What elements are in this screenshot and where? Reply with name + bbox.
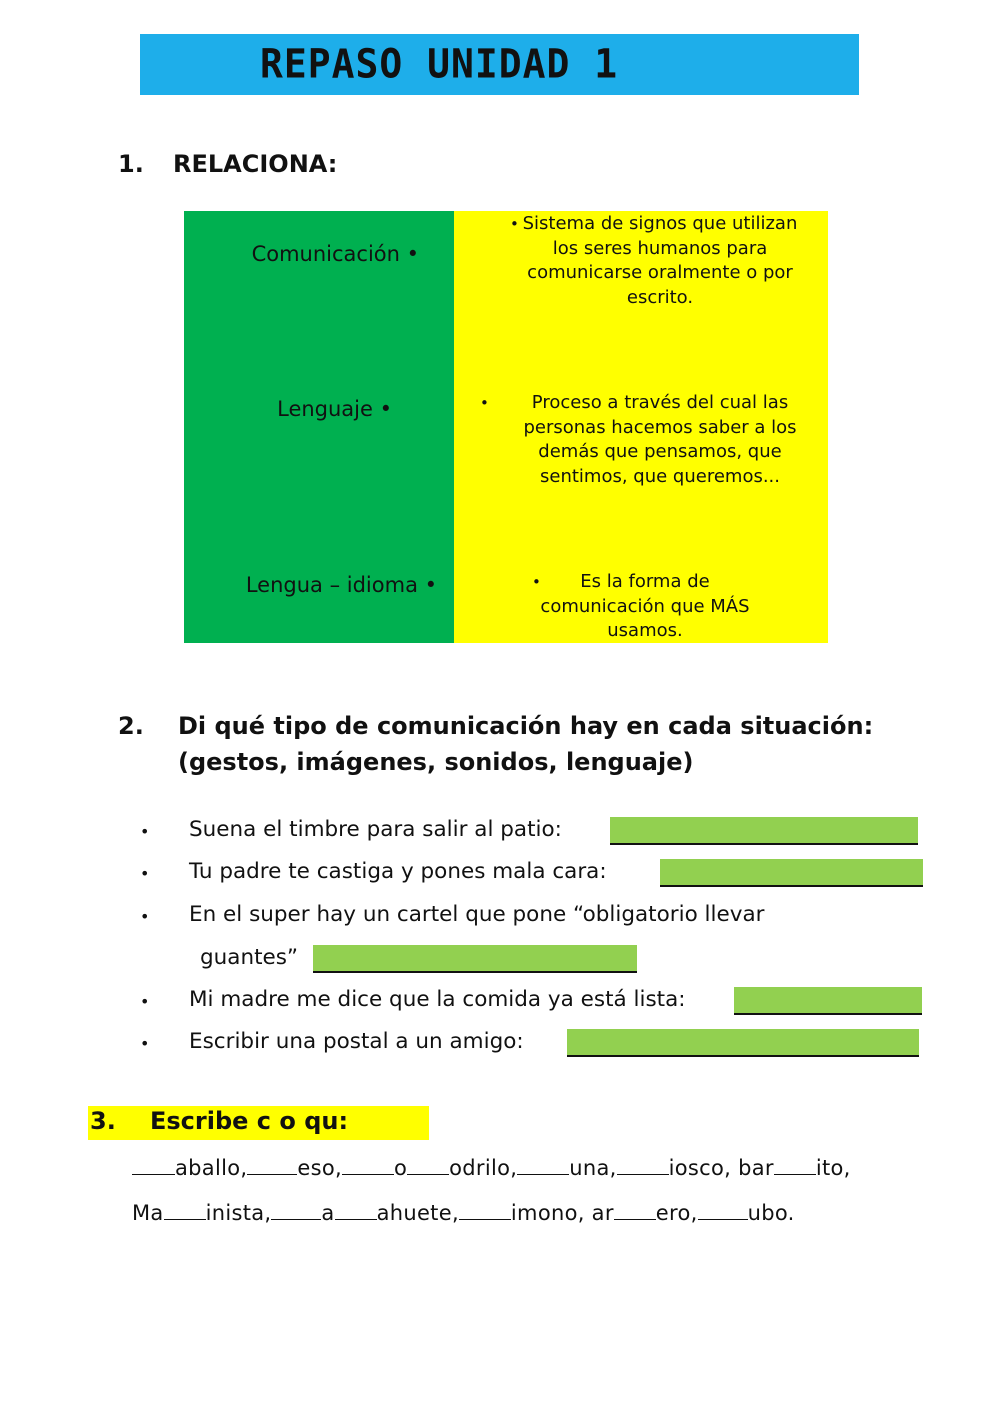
fragment: o (393, 1156, 408, 1180)
answer-field-3[interactable] (313, 945, 637, 973)
item-1-text: Suena el timbre para salir al patio: (189, 817, 562, 842)
blank[interactable] (342, 1156, 394, 1175)
item-3-text-cont: guantes” (200, 945, 299, 970)
answer-field-5[interactable] (567, 1029, 919, 1057)
section1-number: 1. (118, 150, 144, 178)
item-2-bullet: • (140, 864, 150, 883)
section3-number: 3. (90, 1107, 116, 1135)
blank[interactable] (271, 1201, 321, 1220)
section1-title: RELACIONA: (173, 150, 338, 178)
item-5-text: Escribir una postal a un amigo: (189, 1029, 524, 1054)
answer-field-1[interactable] (610, 817, 918, 845)
fragment: odrilo, (449, 1156, 518, 1180)
fragment: Ma (132, 1201, 164, 1225)
item-3-text: En el super hay un cartel que pone “obligatorio llevar (189, 902, 765, 927)
blank[interactable] (132, 1156, 175, 1175)
term-lenguaje[interactable]: Lenguaje • (277, 397, 392, 421)
term-lengua-idioma[interactable]: Lengua – idioma • (245, 573, 437, 597)
fill-line-2 (132, 1201, 795, 1225)
definition-2[interactable] (480, 391, 810, 489)
item-4-text: Mi madre me dice que la comida ya está lista: (189, 987, 686, 1012)
fragment: aballo, (175, 1156, 248, 1180)
blank[interactable] (617, 1156, 669, 1175)
definition-3-text: Es la forma de comunicación que MÁS usamos. (540, 571, 750, 641)
section1-heading (118, 150, 337, 178)
item-2-text: Tu padre te castiga y pones mala cara: (189, 859, 607, 884)
section2-number: 2. (118, 712, 144, 740)
definitions-column (454, 211, 828, 643)
blank[interactable] (164, 1201, 206, 1220)
fill-line-1 (132, 1156, 851, 1180)
fragment: eso, (297, 1156, 342, 1180)
title-bar (140, 34, 859, 95)
terms-column (184, 211, 454, 643)
section2-heading (118, 708, 938, 780)
definition-2-text: Proceso a través del cual las personas hacemos saber a los demás que pensamos, que sentimos, que queremos... (523, 392, 797, 487)
item-3-bullet: • (140, 907, 150, 926)
item-1-bullet: • (140, 822, 150, 841)
fragment: a (321, 1201, 335, 1225)
fragment: ero, (655, 1201, 698, 1225)
definition-1-text: Sistema de signos que utilizan los seres humanos para comunicarse oralmente o por escrito. (522, 213, 798, 308)
fragment: una, (569, 1156, 617, 1180)
blank[interactable] (407, 1156, 449, 1175)
item-5-bullet: • (140, 1034, 150, 1053)
fragment: inista, (205, 1201, 272, 1225)
definition-1-bullet: • (510, 215, 519, 233)
item-4-bullet: • (140, 992, 150, 1011)
term-comunicacion[interactable]: Comunicación • (251, 242, 419, 266)
blank[interactable] (247, 1156, 297, 1175)
answer-field-4[interactable] (734, 987, 922, 1015)
page-title: REPASO UNIDAD 1 (260, 40, 619, 88)
fragment: ito, (815, 1156, 851, 1180)
blank[interactable] (335, 1201, 377, 1220)
section3-title: Escribe c o qu: (150, 1107, 349, 1135)
blank[interactable] (517, 1156, 569, 1175)
answer-field-2[interactable] (660, 859, 923, 887)
definition-1[interactable] (510, 212, 810, 310)
definition-3-bullet: • (532, 573, 541, 591)
blank[interactable] (614, 1201, 656, 1220)
definition-2-bullet: • (480, 394, 489, 412)
blank[interactable] (459, 1201, 511, 1220)
definition-3[interactable] (520, 570, 770, 644)
blank[interactable] (774, 1156, 816, 1175)
fragment: iosco, bar (668, 1156, 774, 1180)
section2-title: Di qué tipo de comunicación hay en cada situación: (gestos, imágenes, sonidos, lenguaje) (178, 712, 874, 776)
section3-heading (90, 1107, 348, 1135)
fragment: ubo. (747, 1201, 795, 1225)
fragment: imono, ar (510, 1201, 614, 1225)
fragment: ahuete, (376, 1201, 459, 1225)
blank[interactable] (698, 1201, 748, 1220)
